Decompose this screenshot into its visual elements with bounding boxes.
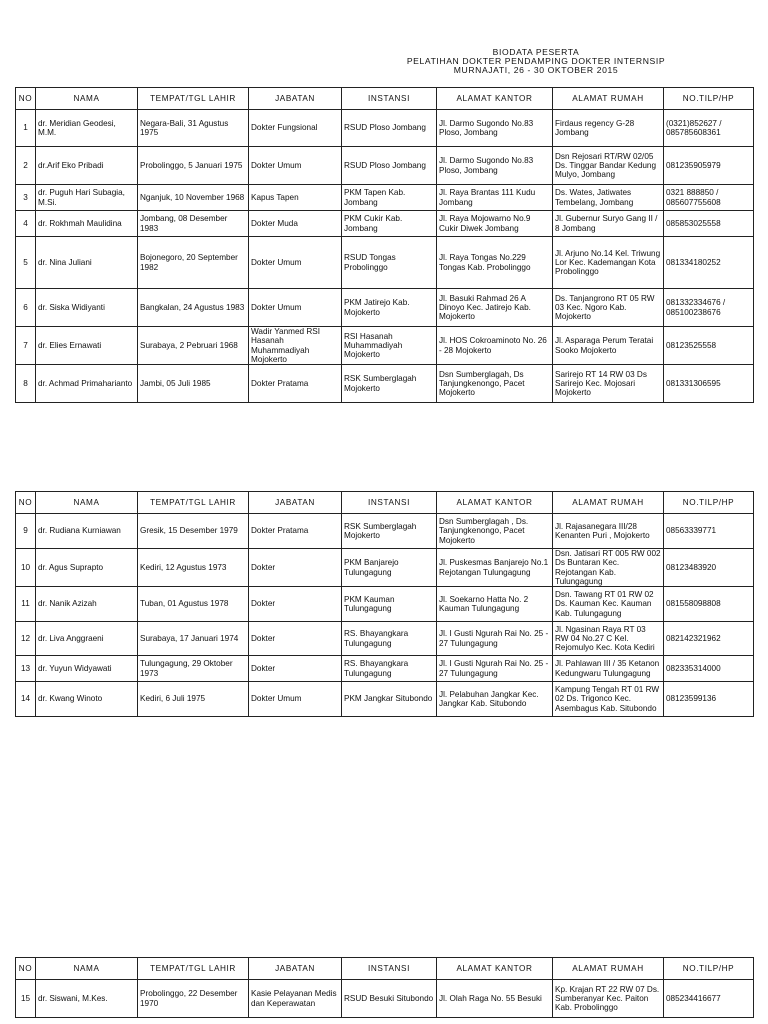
column-header-alamat-rumah: ALAMAT RUMAH	[553, 492, 664, 514]
cell-instansi: RSK Sumberglagah Mojokerto	[342, 365, 437, 403]
table-row	[16, 622, 754, 656]
cell-telp: 081332334676 / 085100238676	[664, 289, 754, 327]
table-header-row	[16, 492, 754, 514]
cell-nama: dr. Rokhmah Maulidina	[36, 211, 138, 237]
cell-nama: dr. Agus Suprapto	[36, 549, 138, 587]
column-header-jabatan: JABATAN	[249, 492, 342, 514]
cell-ttl: Probolinggo, 5 Januari 1975	[138, 147, 249, 185]
cell-telp: 081235905979	[664, 147, 754, 185]
cell-alamat-rumah: Jl. Arjuno No.14 Kel. Triwung Lor Kec. Kademangan Kota Probolinggo	[553, 237, 664, 289]
cell-nama: dr. Nina Juliani	[36, 237, 138, 289]
cell-jabatan: Dokter Fungsional	[249, 110, 342, 147]
cell-no: 1	[16, 110, 36, 147]
cell-nama: dr. Nanik Azizah	[36, 587, 138, 622]
cell-ttl: Tuban, 01 Agustus 1978	[138, 587, 249, 622]
document-title: BIODATA PESERTA	[492, 47, 580, 57]
table-row	[16, 237, 754, 289]
cell-telp: 082142321962	[664, 622, 754, 656]
cell-instansi: RS. Bhayangkara Tulungagung	[342, 622, 437, 656]
cell-telp: 085853025558	[664, 211, 754, 237]
column-header-no: NO	[16, 88, 36, 110]
table-row	[16, 656, 754, 682]
cell-alamat-kantor: Jl. Puskesmas Banjarejo No.1 Rejotangan Tulungagung	[437, 549, 553, 587]
cell-ttl: Gresik, 15 Desember 1979	[138, 514, 249, 549]
cell-jabatan: Dokter Umum	[249, 237, 342, 289]
cell-telp: 081334180252	[664, 237, 754, 289]
cell-no: 4	[16, 211, 36, 237]
column-header-alamat-kantor: ALAMAT KANTOR	[437, 492, 553, 514]
column-header-instansi: INSTANSI	[342, 492, 437, 514]
cell-instansi: RSUD Ploso Jombang	[342, 147, 437, 185]
table-row	[16, 682, 754, 717]
cell-jabatan: Dokter Pratama	[249, 514, 342, 549]
cell-ttl: Nganjuk, 10 November 1968	[138, 185, 249, 211]
table-header-row	[16, 88, 754, 110]
cell-alamat-rumah: Ds. Tanjangrono RT 05 RW 03 Kec. Ngoro Kab. Mojokerto	[553, 289, 664, 327]
cell-telp: 08563339771	[664, 514, 754, 549]
table-row	[16, 514, 754, 549]
cell-ttl: Jambi, 05 Juli 1985	[138, 365, 249, 403]
cell-jabatan: Kasie Pelayanan Medis dan Keperawatan	[249, 980, 342, 1018]
cell-instansi: PKM Kauman Tulungagung	[342, 587, 437, 622]
cell-nama: dr. Liva Anggraeni	[36, 622, 138, 656]
cell-jabatan: Wadir Yanmed RSI Hasanah Muhammadiyah Mojokerto	[249, 327, 342, 365]
column-header-ttl: TEMPAT/TGL LAHIR	[138, 88, 249, 110]
table-row	[16, 289, 754, 327]
cell-alamat-rumah: Jl. Pahlawan III / 35 Ketanon Kedungwaru Tulungagung	[553, 656, 664, 682]
table-row	[16, 549, 754, 587]
cell-ttl: Jombang, 08 Desember 1983	[138, 211, 249, 237]
cell-no: 13	[16, 656, 36, 682]
cell-alamat-kantor: Jl. Pelabuhan Jangkar Kec. Jangkar Kab. Situbondo	[437, 682, 553, 717]
cell-alamat-rumah: Kp. Krajan RT 22 RW 07 Ds. Sumberanyar Kec. Paiton Kab. Probolinggo	[553, 980, 664, 1018]
column-header-nama: NAMA	[36, 492, 138, 514]
cell-ttl: Tulungagung, 29 Oktober 1973	[138, 656, 249, 682]
table-row	[16, 211, 754, 237]
cell-alamat-kantor: Jl. Darmo Sugondo No.83 Ploso, Jombang	[437, 110, 553, 147]
cell-telp: 085234416677	[664, 980, 754, 1018]
table-row	[16, 365, 754, 403]
column-header-nama: NAMA	[36, 958, 138, 980]
column-header-telp: NO.TILP/HP	[664, 958, 754, 980]
cell-instansi: RSI Hasanah Muhammadiyah Mojokerto	[342, 327, 437, 365]
cell-ttl: Bangkalan, 24 Agustus 1983	[138, 289, 249, 327]
cell-no: 3	[16, 185, 36, 211]
cell-alamat-kantor: Jl. HOS Cokroaminoto No. 26 - 28 Mojokerto	[437, 327, 553, 365]
cell-instansi: PKM Cukir Kab. Jombang	[342, 211, 437, 237]
cell-alamat-kantor: Jl. Raya Tongas No.229 Tongas Kab. Probolinggo	[437, 237, 553, 289]
column-header-no: NO	[16, 958, 36, 980]
cell-instansi: PKM Banjarejo Tulungagung	[342, 549, 437, 587]
table-row	[16, 110, 754, 147]
cell-alamat-rumah: Jl. Asparaga Perum Teratai Sooko Mojokerto	[553, 327, 664, 365]
cell-jabatan: Dokter Umum	[249, 147, 342, 185]
cell-instansi: RS. Bhayangkara Tulungagung	[342, 656, 437, 682]
column-header-alamat-rumah: ALAMAT RUMAH	[553, 88, 664, 110]
cell-nama: dr. Puguh Hari Subagia, M.Si.	[36, 185, 138, 211]
column-header-instansi: INSTANSI	[342, 88, 437, 110]
cell-telp: (0321)852627 / 085785608361	[664, 110, 754, 147]
table-row	[16, 980, 754, 1018]
cell-alamat-kantor: Jl. Olah Raga No. 55 Besuki	[437, 980, 553, 1018]
participant-table	[15, 87, 754, 403]
document-place-date: MURNAJATI, 26 - 30 OKTOBER 2015	[453, 65, 619, 75]
column-header-alamat-kantor: ALAMAT KANTOR	[437, 88, 553, 110]
cell-no: 10	[16, 549, 36, 587]
cell-ttl: Kediri, 12 Agustus 1973	[138, 549, 249, 587]
cell-telp: 08123525558	[664, 327, 754, 365]
cell-telp: 08123483920	[664, 549, 754, 587]
cell-ttl: Surabaya, 17 Januari 1974	[138, 622, 249, 656]
cell-alamat-rumah: Sarirejo RT 14 RW 03 Ds Sarirejo Kec. Mojosari Mojokerto	[553, 365, 664, 403]
cell-alamat-kantor: Jl. Darmo Sugondo No.83 Ploso, Jombang	[437, 147, 553, 185]
cell-no: 14	[16, 682, 36, 717]
cell-alamat-rumah: Jl. Rajasanegara III/28 Kenanten Puri , Mojokerto	[553, 514, 664, 549]
cell-jabatan: Kapus Tapen	[249, 185, 342, 211]
column-header-telp: NO.TILP/HP	[664, 492, 754, 514]
cell-no: 8	[16, 365, 36, 403]
cell-alamat-rumah: Dsn. Tawang RT 01 RW 02 Ds. Kauman Kec. Kauman Kab. Tulungagung	[553, 587, 664, 622]
cell-no: 9	[16, 514, 36, 549]
column-header-instansi: INSTANSI	[342, 958, 437, 980]
cell-alamat-kantor: Jl. I Gusti Ngurah Rai No. 25 - 27 Tulungagung	[437, 656, 553, 682]
cell-nama: dr.Arif Eko Pribadi	[36, 147, 138, 185]
cell-alamat-kantor: Dsn Sumberglagah , Ds. Tanjungkenongo, Pacet Mojokerto	[437, 514, 553, 549]
cell-nama: dr. Siska Widiyanti	[36, 289, 138, 327]
cell-instansi: PKM Jatirejo Kab. Mojokerto	[342, 289, 437, 327]
cell-instansi: RSUD Besuki Situbondo	[342, 980, 437, 1018]
cell-alamat-rumah: Dsn Rejosari RT/RW 02/05 Ds. Tinggar Bandar Kedung Mulyo, Jombang	[553, 147, 664, 185]
cell-no: 2	[16, 147, 36, 185]
cell-alamat-rumah: Jl. Ngasinan Raya RT 03 RW 04 No.27 C Kel. Rejomulyo Kec. Kota Kediri	[553, 622, 664, 656]
cell-nama: dr. Meridian Geodesi, M.M.	[36, 110, 138, 147]
cell-telp: 08123599136	[664, 682, 754, 717]
cell-no: 12	[16, 622, 36, 656]
cell-alamat-kantor: Jl. Raya Mojowarno No.9 Cukir Diwek Jombang	[437, 211, 553, 237]
cell-ttl: Kediri, 6 Juli 1975	[138, 682, 249, 717]
column-header-no: NO	[16, 492, 36, 514]
cell-no: 11	[16, 587, 36, 622]
table-row	[16, 147, 754, 185]
cell-alamat-rumah: Ds. Wates, Jatiwates Tembelang, Jombang	[553, 185, 664, 211]
cell-instansi: RSUD Tongas Probolinggo	[342, 237, 437, 289]
column-header-jabatan: JABATAN	[249, 88, 342, 110]
cell-alamat-kantor: Jl. Soekarno Hatta No. 2 Kauman Tulungagung	[437, 587, 553, 622]
cell-telp: 081558098808	[664, 587, 754, 622]
cell-telp: 0321 888850 / 085607755608	[664, 185, 754, 211]
cell-no: 5	[16, 237, 36, 289]
column-header-alamat-rumah: ALAMAT RUMAH	[553, 958, 664, 980]
cell-alamat-rumah: Jl. Gubernur Suryo Gang II / 8 Jombang	[553, 211, 664, 237]
cell-ttl: Surabaya, 2 Pebruari 1968	[138, 327, 249, 365]
cell-alamat-kantor: Jl. Raya Brantas 111 Kudu Jombang	[437, 185, 553, 211]
cell-nama: dr. Rudiana Kurniawan	[36, 514, 138, 549]
document-subtitle: PELATIHAN DOKTER PENDAMPING DOKTER INTERNSIP	[406, 56, 666, 66]
column-header-telp: NO.TILP/HP	[664, 88, 754, 110]
cell-nama: dr. Siswani, M.Kes.	[36, 980, 138, 1018]
cell-jabatan: Dokter	[249, 622, 342, 656]
cell-telp: 082335314000	[664, 656, 754, 682]
cell-jabatan: Dokter	[249, 587, 342, 622]
cell-alamat-rumah: Kampung Tengah RT 01 RW 02 Ds. Trigonco Kec. Asembagus Kab. Situbondo	[553, 682, 664, 717]
cell-instansi: RSK Sumberglagah Mojokerto	[342, 514, 437, 549]
column-header-nama: NAMA	[36, 88, 138, 110]
cell-alamat-kantor: Jl. Basuki Rahmad 26 A Dinoyo Kec. Jatirejo Kab. Mojokerto	[437, 289, 553, 327]
cell-no: 15	[16, 980, 36, 1018]
cell-jabatan: Dokter	[249, 549, 342, 587]
cell-ttl: Negara-Bali, 31 Agustus 1975	[138, 110, 249, 147]
cell-telp: 081331306595	[664, 365, 754, 403]
cell-nama: dr. Elies Ernawati	[36, 327, 138, 365]
cell-nama: dr. Kwang Winoto	[36, 682, 138, 717]
cell-jabatan: Dokter	[249, 656, 342, 682]
cell-alamat-kantor: Jl. I Gusti Ngurah Rai No. 25 - 27 Tulungagung	[437, 622, 553, 656]
cell-jabatan: Dokter Umum	[249, 682, 342, 717]
cell-alamat-kantor: Dsn Sumberglagah, Ds Tanjungkenongo, Pacet Mojokerto	[437, 365, 553, 403]
cell-nama: dr. Yuyun Widyawati	[36, 656, 138, 682]
cell-instansi: PKM Tapen Kab. Jombang	[342, 185, 437, 211]
column-header-jabatan: JABATAN	[249, 958, 342, 980]
table-row	[16, 185, 754, 211]
cell-instansi: PKM Jangkar Situbondo	[342, 682, 437, 717]
cell-nama: dr. Achmad Primaharianto	[36, 365, 138, 403]
cell-jabatan: Dokter Umum	[249, 289, 342, 327]
cell-alamat-rumah: Firdaus regency G-28 Jombang	[553, 110, 664, 147]
cell-jabatan: Dokter Pratama	[249, 365, 342, 403]
cell-no: 6	[16, 289, 36, 327]
cell-alamat-rumah: Dsn. Jatisari RT 005 RW 002 Ds Buntaran Kec. Rejotangan Kab. Tulungagung	[553, 549, 664, 587]
table-row	[16, 587, 754, 622]
cell-no: 7	[16, 327, 36, 365]
column-header-ttl: TEMPAT/TGL LAHIR	[138, 492, 249, 514]
cell-ttl: Probolinggo, 22 Desember 1970	[138, 980, 249, 1018]
table-row	[16, 327, 754, 365]
table-header-row	[16, 958, 754, 980]
cell-jabatan: Dokter Muda	[249, 211, 342, 237]
column-header-ttl: TEMPAT/TGL LAHIR	[138, 958, 249, 980]
cell-instansi: RSUD Ploso Jombang	[342, 110, 437, 147]
participant-table	[15, 491, 754, 717]
cell-ttl: Bojonegoro, 20 September 1982	[138, 237, 249, 289]
participant-table	[15, 957, 754, 1018]
column-header-alamat-kantor: ALAMAT KANTOR	[437, 958, 553, 980]
